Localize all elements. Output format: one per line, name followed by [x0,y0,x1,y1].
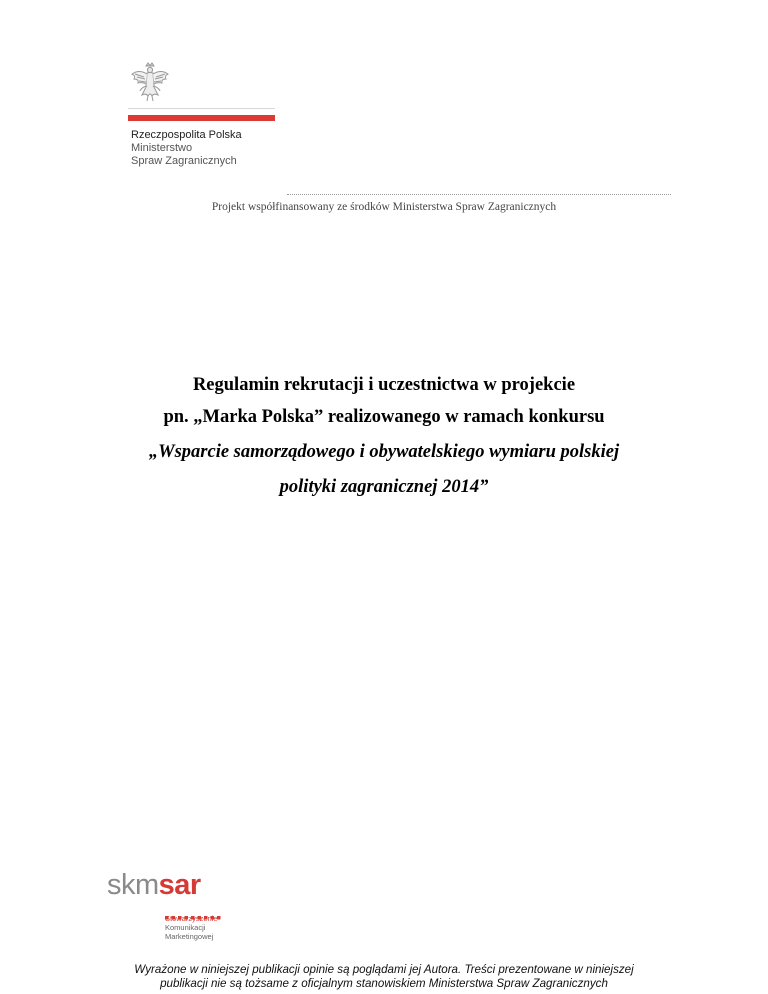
skmsar-logo [107,868,201,902]
disclaimer-line-2: publikacji nie są tożsame z oficjalnym stanowiskiem Ministerstwa Spraw Zagranicznych [160,977,608,990]
logo-dots-icon [165,907,223,911]
document-title-line-3: „Wsparcie samorządowego i obywatelskiego wymiaru polskiej [148,442,620,462]
logo-part-sar: sar [158,869,201,901]
cofinancing-note: Projekt współfinansowany ze środków Ministerstwa Spraw Zagranicznych [211,201,557,213]
dotted-separator [287,194,671,195]
logo-part-skm: skm [107,869,159,901]
polish-eagle-icon [130,62,170,104]
header-divider [128,108,275,109]
ministry-name-line-2: Ministerstwo [131,142,193,154]
org-name-line-3: Marketingowej [165,932,214,941]
disclaimer-line-1: Wyrażone w niniejszej publikacji opinie są poglądami jej Autora. Treści prezentowane w niniejszej [134,963,634,976]
org-name-line-1: Stowarzyszenie [165,914,218,923]
ministry-name-line-1: Rzeczpospolita Polska [131,129,242,141]
ministry-name-line-3: Spraw Zagranicznych [131,155,237,167]
document-title-line-2: pn. „Marka Polska” realizowanego w ramach konkursu [163,407,605,427]
document-title-line-1: Regulamin rekrutacji i uczestnictwa w projekcie [192,375,576,395]
org-name-line-2: Komunikacji [165,923,206,932]
header-red-bar [128,115,275,121]
document-title-line-4: polityki zagranicznej 2014” [279,477,489,497]
